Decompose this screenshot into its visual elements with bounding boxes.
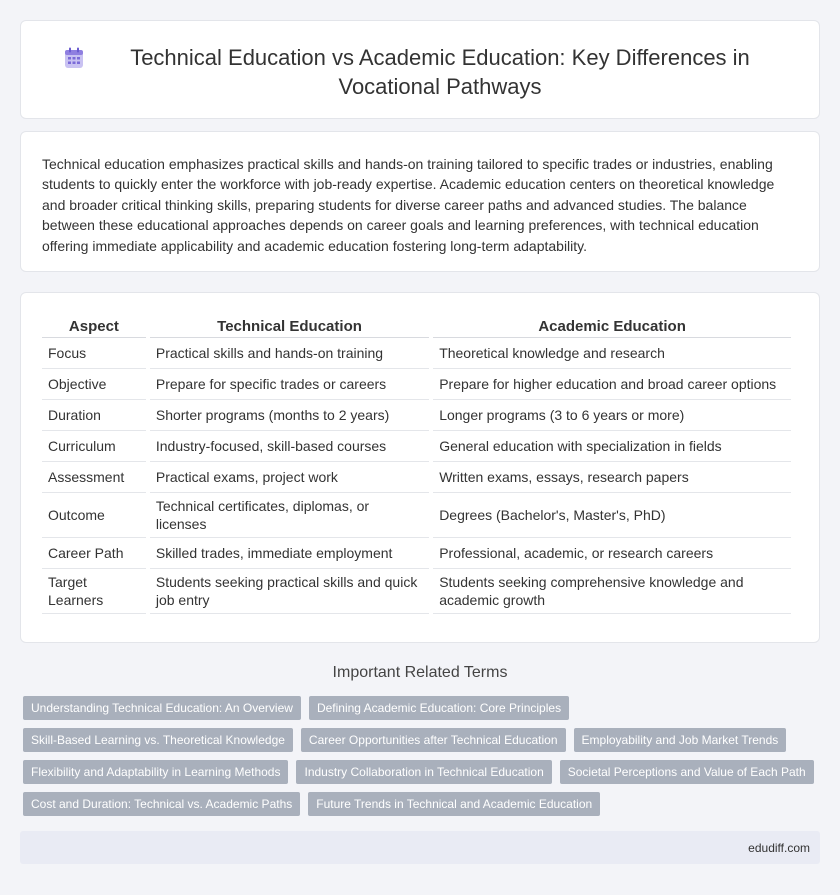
related-term-tag[interactable]: Skill-Based Learning vs. Theoretical Knowledge (23, 728, 293, 752)
cell-aspect: Duration (42, 400, 146, 431)
cell-academic: Theoretical knowledge and research (433, 338, 791, 369)
table-row (42, 538, 791, 569)
tag-row (23, 728, 823, 752)
tag-row (23, 760, 823, 784)
cell-technical: Technical certificates, diplomas, or licenses (150, 493, 429, 538)
cell-aspect: Objective (42, 369, 146, 400)
header-technical: Technical Education (150, 316, 429, 338)
cell-academic: Prepare for higher education and broad career options (433, 369, 791, 400)
related-term-tag[interactable]: Defining Academic Education: Core Principles (309, 696, 569, 720)
cell-technical: Shorter programs (months to 2 years) (150, 400, 429, 431)
related-term-tag[interactable]: Cost and Duration: Technical vs. Academic Paths (23, 792, 300, 816)
cell-aspect: Curriculum (42, 431, 146, 462)
related-term-tag[interactable]: Understanding Technical Education: An Overview (23, 696, 301, 720)
table-row (42, 493, 791, 538)
table-row (42, 462, 791, 493)
comparison-table-card (20, 292, 820, 643)
cell-academic: Degrees (Bachelor's, Master's, PhD) (433, 493, 791, 538)
cell-technical: Industry-focused, skill-based courses (150, 431, 429, 462)
cell-technical: Practical skills and hands-on training (150, 338, 429, 369)
table-row (42, 400, 791, 431)
cell-aspect: Assessment (42, 462, 146, 493)
comparison-table (38, 316, 795, 614)
cell-academic: Students seeking comprehensive knowledge and academic growth (433, 569, 791, 614)
cell-aspect: Target Learners (42, 569, 146, 614)
tag-row (23, 792, 823, 816)
cell-aspect: Focus (42, 338, 146, 369)
cell-technical: Prepare for specific trades or careers (150, 369, 429, 400)
cell-technical: Students seeking practical skills and quick job entry (150, 569, 429, 614)
footer (20, 831, 820, 864)
footer-site-link[interactable]: edudiff.com (748, 841, 810, 855)
table-row (42, 569, 791, 614)
table-row (42, 431, 791, 462)
table-row (42, 338, 791, 369)
related-term-tag[interactable]: Industry Collaboration in Technical Education (296, 760, 551, 784)
title-card (20, 20, 820, 119)
cell-academic: Written exams, essays, research papers (433, 462, 791, 493)
related-terms-list (23, 696, 823, 824)
related-term-tag[interactable]: Career Opportunities after Technical Education (301, 728, 566, 752)
cell-technical: Skilled trades, immediate employment (150, 538, 429, 569)
table-row (42, 369, 791, 400)
related-term-tag[interactable]: Flexibility and Adaptability in Learning Methods (23, 760, 288, 784)
cell-technical: Practical exams, project work (150, 462, 429, 493)
cell-academic: Longer programs (3 to 6 years or more) (433, 400, 791, 431)
cell-academic: Professional, academic, or research careers (433, 538, 791, 569)
related-term-tag[interactable]: Employability and Job Market Trends (574, 728, 787, 752)
related-term-tag[interactable]: Future Trends in Technical and Academic Education (308, 792, 600, 816)
header-academic: Academic Education (433, 316, 791, 338)
related-terms-title: Important Related Terms (332, 664, 508, 681)
related-term-tag[interactable]: Societal Perceptions and Value of Each Path (560, 760, 814, 784)
intro-paragraph: Technical education emphasizes practical skills and hands-on training tailored to specific trades or industries, enabling students to quickly enter the workforce with job-ready expertise. Academic education centers on theoretical knowledge and broader critical thinking skills, preparing students for diverse career paths and advanced studies. The balance between these educational approaches depends on career goals and learning preferences, with technical education offering immediate applicability and academic education fostering long-term adaptability. (42, 156, 775, 254)
cell-aspect: Outcome (42, 493, 146, 538)
intro-card (20, 131, 820, 272)
cell-aspect: Career Path (42, 538, 146, 569)
page-title: Technical Education vs Academic Education: Key Differences in Vocational Pathways (130, 45, 750, 99)
header-aspect: Aspect (42, 316, 146, 338)
tag-row (23, 696, 823, 720)
cell-academic: General education with specialization in fields (433, 431, 791, 462)
